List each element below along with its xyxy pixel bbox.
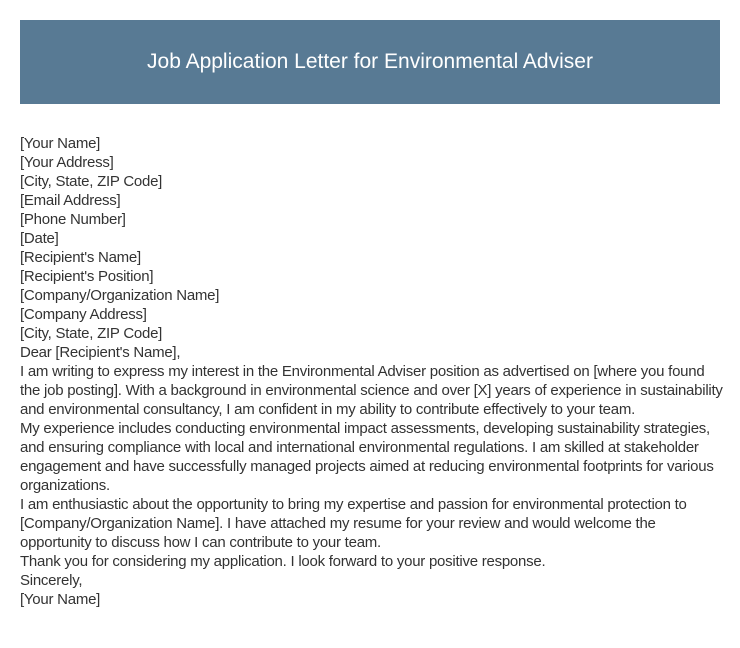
paragraph-intro: I am writing to express my interest in the Environmental Adviser position as advertised on [where you found the job posting]. With a background in environmental science and over [X] years of experience in sustainability and environmental consultancy, I am confident in my ability to contribute effectively to your team. [20,363,723,418]
page-header [20,20,720,104]
recipient-company: [Company/Organization Name] [20,287,220,304]
closing: Sincerely, [20,572,83,589]
salutation: Dear [Recipient's Name], [20,344,181,361]
sender-city-state-zip: [City, State, ZIP Code] [20,173,163,190]
sender-name: [Your Name] [20,135,101,152]
recipient-address: [Company Address] [20,306,147,323]
page-title: Job Application Letter for Environmental Adviser [147,50,593,73]
sender-phone: [Phone Number] [20,211,126,228]
paragraph-thanks: Thank you for considering my application. I look forward to your positive response. [20,553,546,570]
signature: [Your Name] [20,591,101,608]
sender-block [20,134,725,229]
paragraph-experience: My experience includes conducting environmental impact assessments, developing sustainability strategies, and ensuring compliance with local and international environmental regulations. I am skilled at stakeholder engagement and have successfully managed projects aimed at reducing environmental footprints for various organizations. [20,420,714,494]
letter-body [20,134,725,609]
paragraph-enthusiasm: I am enthusiastic about the opportunity to bring my expertise and passion for environmental protection to [Company/Organization Name]. I have attached my resume for your review and would welcome the opportunity to discuss how I can contribute to your team. [20,496,687,551]
recipient-block [20,248,725,343]
sender-address: [Your Address] [20,154,114,171]
recipient-city-state-zip: [City, State, ZIP Code] [20,325,163,342]
sender-email: [Email Address] [20,192,121,209]
recipient-name: [Recipient's Name] [20,249,141,266]
letter-date: [Date] [20,230,59,247]
recipient-position: [Recipient's Position] [20,268,154,285]
